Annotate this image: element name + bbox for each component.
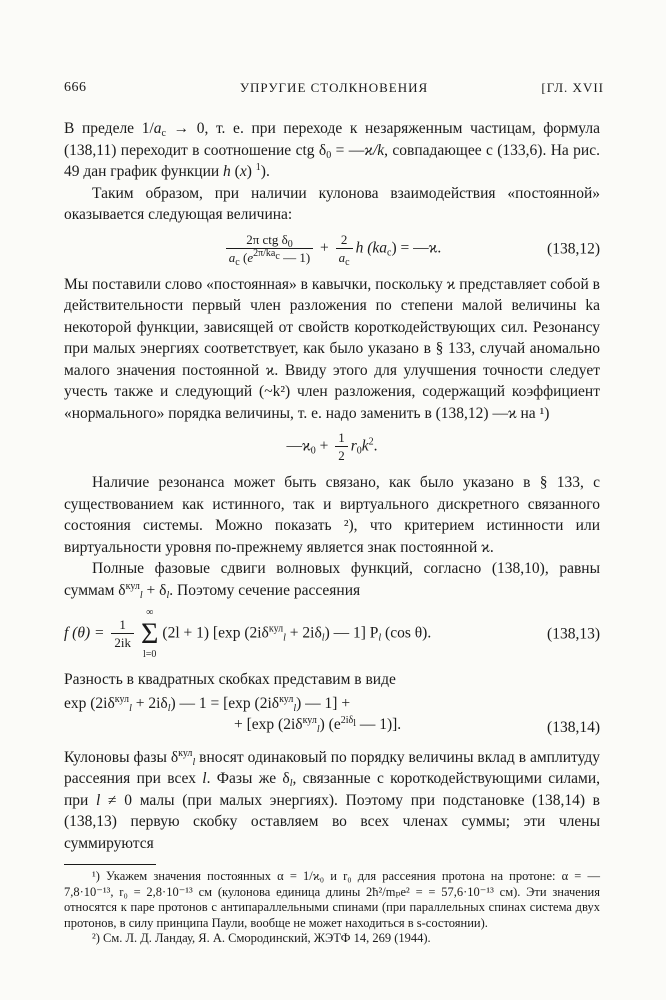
- equation-number: (138,13): [547, 625, 600, 643]
- paragraph-4: Наличие резонанса может быть связано, как было указано в § 133, с существованием как истинного, так и виртуального дискретного связанного состояния системы. Можно показать ²), что критерием истинности или виртуальности уровня по-прежнему является знак постоянной ϰ.: [64, 474, 600, 556]
- paragraph-3: Мы поставили слово «постоянная» в кавычки, поскольку ϰ представляет собой в действительности первый член разложения по степени малой величины ka некоторой функции, зависящей от свойств короткодействующих сил. Резонансу при малых энергиях соответствует, как было указано в § 133, случай аномально малого значения постоянной ϰ. Ввиду этого для улучшения точности следует учесть также и следующий (~k²) член разложения, содержащий коэффициент «нормального» порядка величины, т. е. надо заменить в (138,12) —ϰ на ¹): [64, 275, 600, 422]
- equation-replacement: $—ϰ_0$ + $\frac{1}{2}$ $r_0k^2$.: [286, 430, 378, 463]
- footnotes: [64, 869, 600, 947]
- equation-138-12: $\frac{2\pi ctg \delta_0}{a_c (e^{2\pi/ka_c} — 1)}$ + $\frac{2}{a_c}$ h $(ka_c)$ = —ϰ. (138,12): [64, 232, 600, 266]
- equation-138-14: $\exp (2i\delta^{кул}_l + 2i\delta_l)$ — 1 = [exp $(2i\delta^{кул}_l)$ — 1] + + [exp $(2i\delta^{кул}_l)$ ($e^{2i\delta_l}$ — 1)]. (138,14): [64, 693, 600, 739]
- page-body: [64, 118, 600, 947]
- footnote-2: ²) См. Л. Д. Ландау, Я. А. Смородинский, ЖЭТФ 14, 269 (1944).: [92, 931, 431, 945]
- equation-number: (138,14): [547, 719, 600, 736]
- footnote-1: ¹) Укажем значения постоянных α = 1/ϰ₀ и r₀ для рассеяния протона на протоне: α = —7,8·10⁻¹³, r₀ = 2,8·10⁻¹³ см (кулонова единица длины 2ħ²/mₚe² = = 57,6·10⁻¹³ см). Эти значения относятся к паре протонов с антипараллельными спинами (при параллельных спинах система двух протонов, в силу принципа Паули, вообще не может находиться в s-состоянии).: [64, 869, 600, 930]
- chapter-label: [ГЛ. XVII: [541, 80, 604, 95]
- fraction-ctg: $\frac{2\pi ctg \delta_0}{a_c (e^{2\pi/ka_c} — 1)}$: [226, 232, 313, 266]
- running-title: УПРУГИЕ СТОЛКНОВЕНИЯ: [239, 80, 429, 95]
- paragraph-5: Полные фазовые сдвиги волновых функций, согласно (138,10), равны суммам $\delta^{кул}_l + \delta_l$. Поэтому сечение рассеяния: [64, 560, 600, 601]
- fraction-2-ac: $\frac{2}{a_c}$: [336, 232, 353, 266]
- paragraph-1: В пределе $1/a_c \to 0$, т. е. при переходе к незаряженным частицам, формула (138,11) переходит в соотношение ctg $\delta_0$ = —ϰ/k, совпадающее с (133,6). На рис. 49 дан график функции h (x) $^1$).: [64, 120, 600, 180]
- equation-number: (138,12): [547, 239, 600, 257]
- footnote-rule: [64, 864, 156, 865]
- paragraph-7: Кулоновы фазы $\delta^{кул}_l$ вносят одинаковый по порядку величины вклад в амплитуду рассеяния при всех l. Фазы же $\delta_l$, связанные с короткодействующими силами, при l ≠ 0 малы (при малых энергиях). Поэтому при подстановке (138,14) в (138,13) первую скобку оставляем во всех членах суммы; эти члены суммируются: [64, 747, 600, 852]
- page-number: 666: [64, 80, 87, 95]
- sum-symbol: ∞ Σ l=0: [140, 607, 159, 660]
- running-header: [64, 80, 604, 104]
- paragraph-2: Таким образом, при наличии кулонова взаимодействия «постоянной» оказывается следующая величина:: [64, 184, 600, 223]
- paragraph-6: Разность в квадратных скобках представим в виде: [64, 671, 396, 688]
- equation-138-13: f (θ) = $\frac{1}{2ik}$ ∞ Σ l=0 (2l + 1) [exp $(2i\delta^{кул}_l + 2i\delta_l)$ — 1] $P_l$ (cos θ). (138,13): [64, 607, 600, 660]
